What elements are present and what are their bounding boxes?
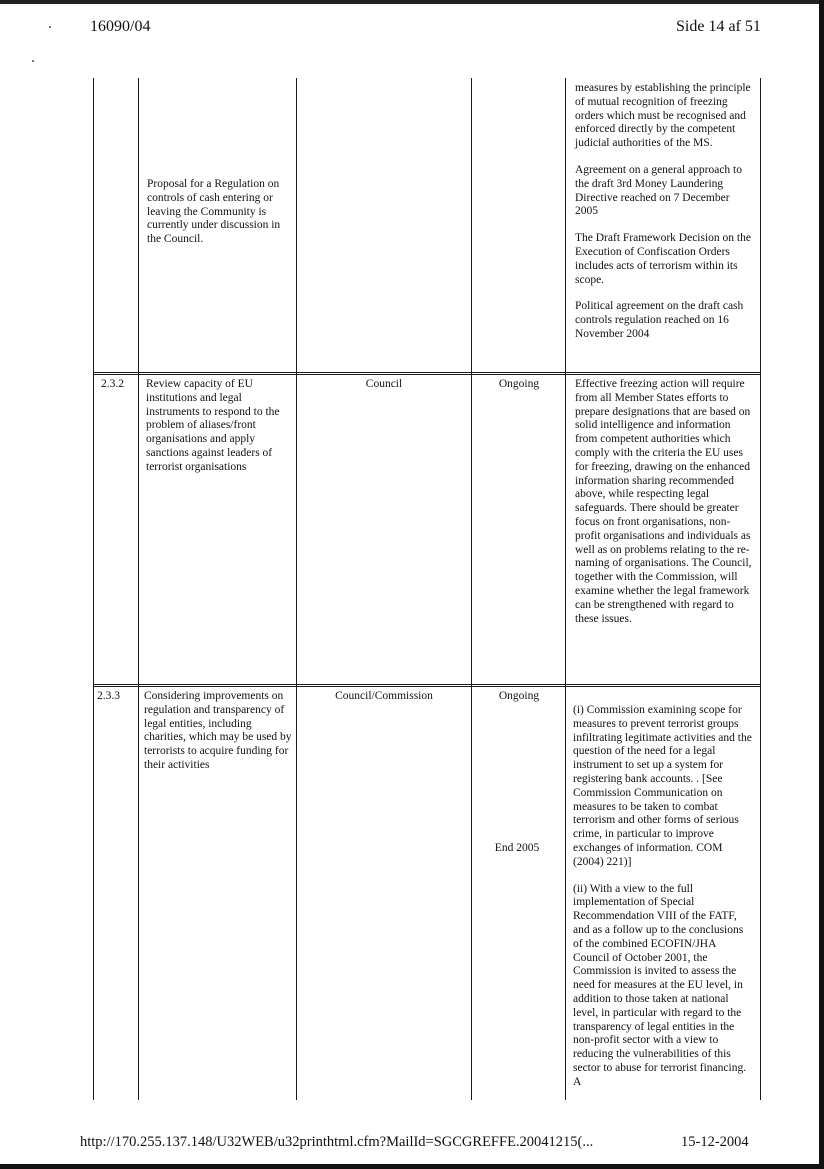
deadline-cell: Ongoing (498, 690, 540, 702)
deadline-cell: Ongoing (498, 378, 540, 390)
row-divider (93, 372, 761, 373)
table-border-right (760, 78, 761, 1100)
competent-body-cell: Council/Commission (335, 690, 433, 702)
status-paragraph: measures by establishing the principle of mutual recognition of freezing orders which must be recognised and enforced directly by the competent judicial authorities of the MS. (575, 82, 751, 150)
competent-body-cell: Council (365, 378, 403, 390)
row-number: 2.3.3 (97, 690, 120, 702)
column-divider (138, 78, 139, 1100)
page-number: Side 14 af 51 (676, 18, 761, 35)
row-number: 2.3.2 (101, 378, 124, 390)
right-border (819, 0, 824, 1169)
top-border (0, 0, 824, 4)
scan-speck (49, 26, 51, 28)
row-divider (93, 684, 761, 685)
document-reference: 16090/04 (90, 18, 151, 35)
deadline-cell: End 2005 (494, 842, 540, 854)
status-cell (575, 82, 753, 342)
row-divider (93, 686, 761, 687)
footer-date: 15-12-2004 (681, 1134, 749, 1150)
measure-cell: Considering improvements on regulation and transparency of legal entities, including charities, which may be used by terrorists to acquire funding for their activities (144, 690, 292, 771)
column-divider (296, 78, 297, 1100)
scan-speck (32, 60, 34, 62)
column-divider (565, 78, 566, 1100)
bottom-border (0, 1164, 824, 1169)
status-paragraph: The Draft Framework Decision on the Execution of Confiscation Orders includes acts of terrorism within its scope. (575, 232, 751, 286)
status-paragraph: (i) Commission examining scope for measures to prevent terrorist groups infiltrating legitimate activities and the question of the need for a legal instrument to set up a system for registering bank accounts. . [See Commission Communication on measures to be taken to combat terrorism and other forms of serious crime, in particular to improve exchanges of information. COM (2004) 221)] (573, 704, 752, 868)
column-divider (471, 78, 472, 1100)
status-cell: Effective freezing action will require from all Member States efforts to prepare designations that are based on solid intelligence and information from competent authorities which comply with the criteria the EU uses for freezing, drawing on the enhanced information sharing recommended above, while respecting legal safeguards. There should be greater focus on front organisations, non-profit organisations and individuals as well as on problems relating to the re-naming of organisations. The Council, together with the Commission, will examine whether the legal framework can be strengthened with regard to these issues. (575, 378, 752, 625)
table-border-left (93, 78, 94, 1100)
status-paragraph: Agreement on a general approach to the draft 3rd Money Laundering Directive reached on 7 December 2005 (575, 163, 742, 218)
status-cell (573, 704, 753, 1090)
status-paragraph: (ii) With a view to the full implementation of Special Recommendation VIII of the FATF, and as a follow up to the conclusions of the combined ECOFIN/JHA Council of October 2001, the Commission is invited to assess the need for measures at the EU level, in addition to those taken at national level, in particular with regard to the transparency of legal entities in the non-profit sector with a view to reducing the vulnerabilities of this sector to abuse for terrorist financing. A (573, 882, 747, 1088)
status-paragraph: Political agreement on the draft cash controls regulation reached on 16 November 2004 (575, 300, 744, 340)
footer-url: http://170.255.137.148/U32WEB/u32printhtml.cfm?MailId=SGCGREFFE.20041215(... (80, 1134, 594, 1150)
measure-cell: Review capacity of EU institutions and legal instruments to respond to the problem of aliases/front organisations and apply sanctions against leaders of terrorist organisations (146, 378, 280, 473)
row-divider (93, 374, 761, 375)
measure-cell: Proposal for a Regulation on controls of cash entering or leaving the Community is currently under discussion in the Council. (147, 178, 281, 246)
